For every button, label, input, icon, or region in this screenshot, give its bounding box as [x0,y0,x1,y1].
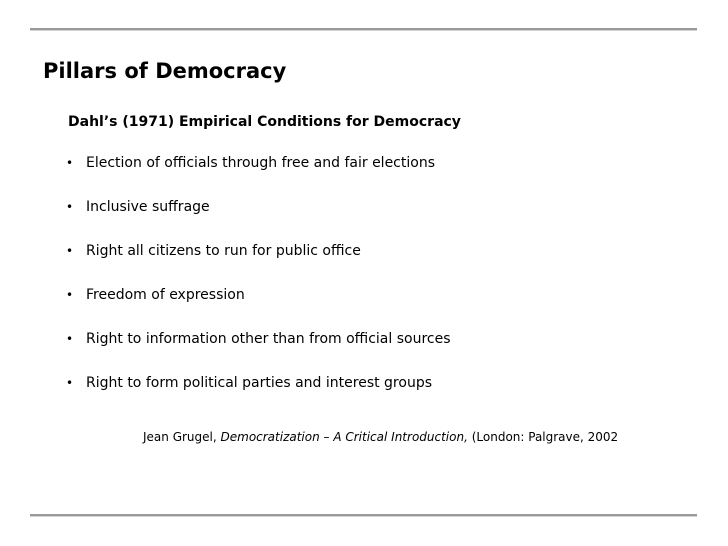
list-item [66,328,451,372]
list-item [66,152,451,196]
list-item [66,372,451,416]
bullet-text: Inclusive suffrage [86,199,210,215]
bullet-icon: • [66,288,74,302]
bullet-icon: • [66,376,74,390]
list-item [66,196,451,240]
citation [143,428,618,446]
bottom-divider [30,514,697,517]
citation-publisher: (London: Palgrave, 2002 [467,430,619,444]
bullet-text: Right to form political parties and interest groups [86,375,433,391]
bullet-text: Freedom of expression [86,287,245,303]
top-divider [30,28,697,31]
bullet-icon: • [66,332,74,346]
bullet-list [66,152,451,416]
list-item [66,284,451,328]
bullet-icon: • [66,244,74,258]
slide-subtitle: Dahl’s (1971) Empirical Conditions for Democracy [68,114,461,130]
bullet-text: Right all citizens to run for public office [86,243,361,259]
bullet-icon: • [66,156,74,170]
list-item [66,240,451,284]
bullet-icon: • [66,200,74,214]
citation-author: Jean Grugel, [143,430,221,444]
citation-work: Democratization – A Critical Introduction, [220,430,468,444]
bullet-text: Election of officials through free and fair elections [86,155,435,171]
bullet-text: Right to information other than from official sources [86,331,451,347]
slide-title: Pillars of Democracy [43,59,287,83]
